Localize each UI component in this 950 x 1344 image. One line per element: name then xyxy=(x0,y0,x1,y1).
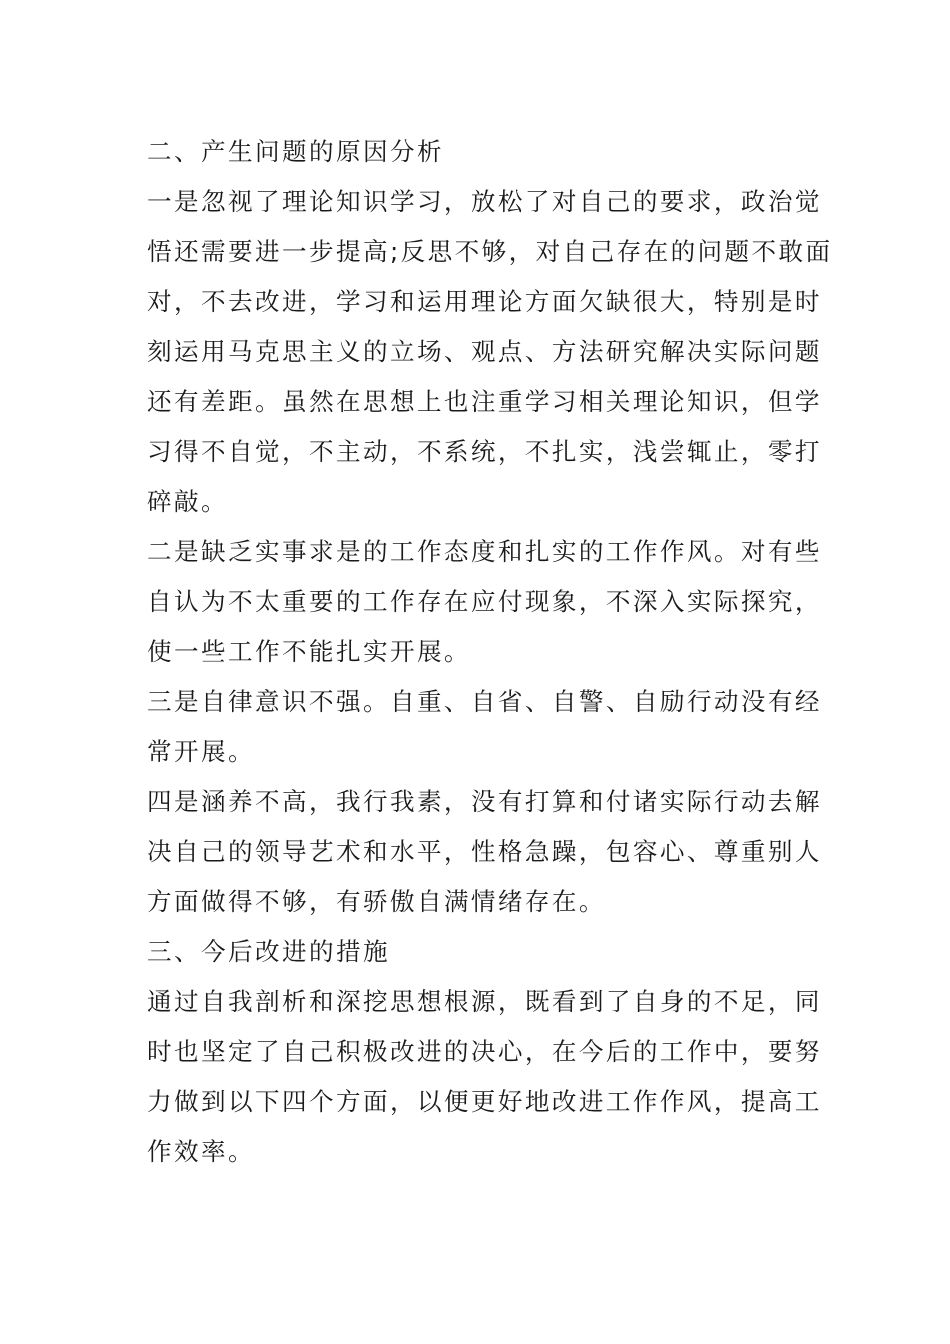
paragraph-line: 自认为不太重要的工作存在应付现象，不深入实际探究， xyxy=(147,587,822,616)
paragraph-line: 时也坚定了自己积极改进的决心，在今后的工作中，要努 xyxy=(147,1037,822,1066)
paragraph-line: 通过自我剖析和深挖思想根源，既看到了自身的不足，同 xyxy=(147,987,822,1016)
paragraph-line: 四是涵养不高，我行我素，没有打算和付诸实际行动去解 xyxy=(147,787,822,816)
paragraph-line: 碎敲。 xyxy=(147,487,228,516)
paragraph-line: 二是缺乏实事求是的工作态度和扎实的工作作风。对有些 xyxy=(147,537,822,566)
paragraph-line: 常开展。 xyxy=(147,737,255,766)
section-heading-measures: 三、今后改进的措施 xyxy=(147,937,390,966)
paragraph-line: 刻运用马克思主义的立场、观点、方法研究解决实际问题 xyxy=(147,337,822,366)
paragraph-line: 方面做得不够，有骄傲自满情绪存在。 xyxy=(147,887,606,916)
paragraph-line: 决自己的领导艺术和水平，性格急躁，包容心、尊重别人 xyxy=(147,837,822,866)
paragraph-line: 对，不去改进，学习和运用理论方面欠缺很大，特别是时 xyxy=(147,287,822,316)
paragraph-line: 使一些工作不能扎实开展。 xyxy=(147,637,471,666)
paragraph-line: 作效率。 xyxy=(147,1137,255,1166)
section-heading-causes: 二、产生问题的原因分析 xyxy=(147,137,444,166)
document-body xyxy=(147,127,833,1177)
paragraph-line: 一是忽视了理论知识学习，放松了对自己的要求，政治觉 xyxy=(147,187,822,216)
paragraph-line: 悟还需要进一步提高;反思不够，对自己存在的问题不敢面 xyxy=(147,237,833,266)
paragraph-line: 力做到以下四个方面，以便更好地改进工作作风，提高工 xyxy=(147,1087,822,1116)
paragraph-line: 三是自律意识不强。自重、自省、自警、自励行动没有经 xyxy=(147,687,822,716)
paragraph-line: 还有差距。虽然在思想上也注重学习相关理论知识，但学 xyxy=(147,387,822,416)
paragraph-line: 习得不自觉，不主动，不系统，不扎实，浅尝辄止，零打 xyxy=(147,437,822,466)
